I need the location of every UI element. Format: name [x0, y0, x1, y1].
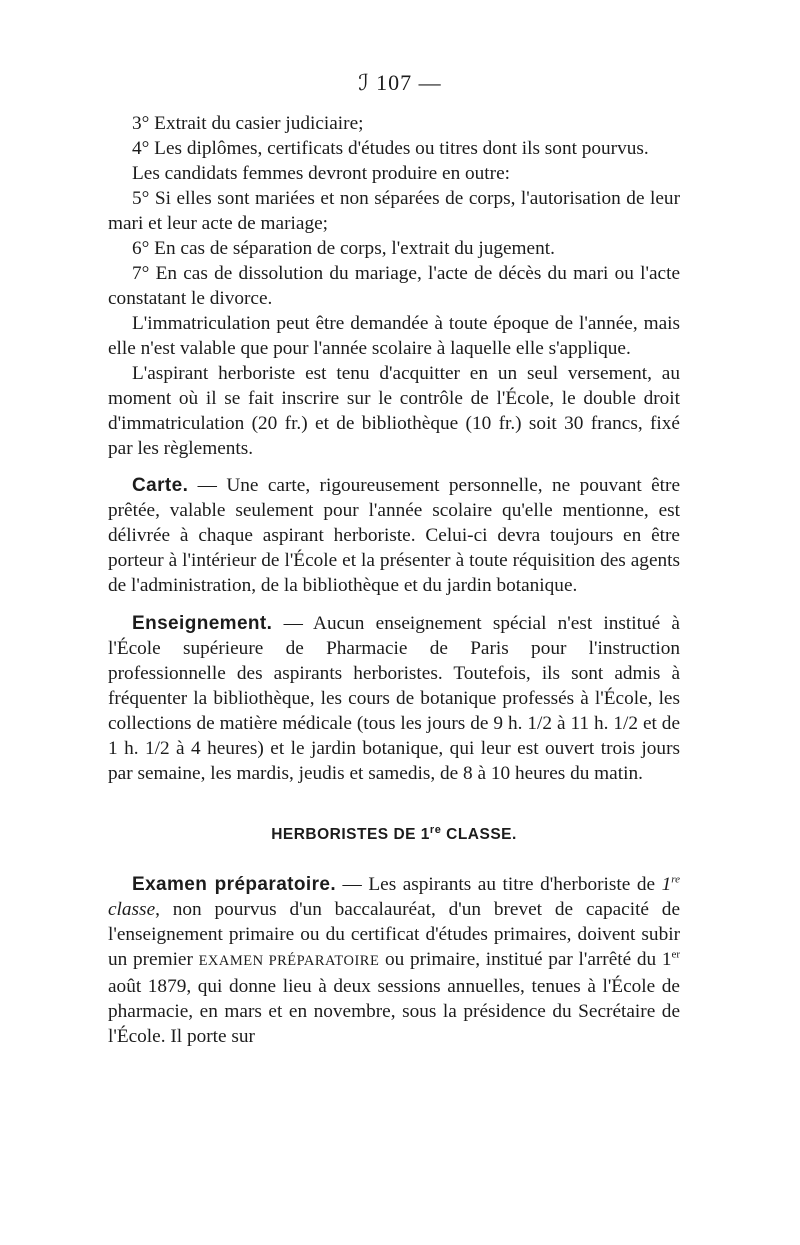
paragraph-immatriculation: L'immatriculation peut être demandée à toute époque de l'année, mais elle n'est valable que pour l'année scolaire à laquelle elle s'applique. [108, 313, 680, 359]
examen-body-3: ou primaire, institué par l'arrêté du 1 [379, 949, 672, 970]
examen-heading: Examen préparatoire. [132, 874, 337, 895]
paragraph-item-4: 4° Les diplômes, certificats d'études ou titres dont ils sont pourvus. [132, 138, 649, 159]
folio-dash: — [418, 70, 442, 95]
examen-class-word: classe [108, 899, 156, 920]
paragraph-item-6: 6° En cas de séparation de corps, l'extrait du jugement. [132, 238, 555, 259]
enseignement-heading: Enseignement. [132, 613, 273, 634]
body-text [108, 111, 680, 1049]
examen-class-number: 1 [661, 874, 672, 895]
paragraph-item-3: 3° Extrait du casier judiciaire; [132, 113, 364, 134]
paragraph-item-5: 5° Si elles sont mariées et non séparées de corps, l'autorisation de leur mari et leur acte de mariage; [108, 188, 680, 234]
examen-body-4: août 1879, qui donne lieu à deux sessions annuelles, tenues à l'École de pharmacie, en mars et en novembre, sous la présidence du Secrétaire de l'École. Il porte sur [108, 976, 680, 1047]
examen-body-1: — Les aspirants au titre d'herboriste de [336, 874, 662, 895]
section-heading-sup: re [429, 823, 442, 836]
paragraph-fees: L'aspirant herboriste est tenu d'acquitter en un seul versement, au moment où il se fait inscrire sur le contrôle de l'École, le double droit d'immatriculation (20 fr.) et de bibliothèque (10 fr.) soit 30 francs, fixé par les règlements. [108, 363, 680, 459]
paragraph-examen [108, 872, 680, 1049]
paragraph-enseignement [108, 611, 680, 786]
carte-body: — Une carte, rigoureusement personnelle, ne pouvant être prêtée, valable seulement pour l'année scolaire qu'elle mentionne, est délivrée à chaque aspirant herboriste. Celui-ci devra toujours en être porteur à l'intérieur de l'École et la présenter à toute réquisition des agents de l'administration, de la bibliothèque et du jardin botanique. [108, 475, 680, 596]
page-header [0, 70, 800, 96]
section-heading-pre: HERBORISTES DE 1 [271, 826, 430, 843]
paragraph-women-candidates: Les candidats femmes devront produire en outre: [132, 163, 510, 184]
examen-smallcaps: EXAMEN PRÉPARATOIRE [198, 953, 380, 969]
page-number: 107 [376, 70, 413, 95]
examen-class-sup: re [671, 873, 680, 886]
paragraph-item-7: 7° En cas de dissolution du mariage, l'acte de décès du mari ou l'acte constatant le divorce. [108, 263, 680, 309]
paragraph-carte [108, 473, 680, 598]
enseignement-body: — Aucun enseignement spécial n'est institué à l'École supérieure de Pharmacie de Paris pour l'instruction professionnelle des aspirants herboristes. Toutefois, ils sont admis à fréquenter la bibliothèque, les cours de botanique professés à l'École, les collections de matière médicale (tous les jours de 9 h. 1/2 à 11 h. 1/2 et de 1 h. 1/2 à 4 heures) et le jardin botanique, qui leur est ouvert trois jours par semaine, les mardis, jeudis et samedis, de 8 à 10 heures du matin. [108, 613, 680, 784]
examen-body-2: , non pourvus d'un baccalauréat, d'un brevet de capacité de l'enseignement primaire ou du certificat d'études primaires, doivent subir un premier [108, 899, 680, 970]
carte-heading: Carte. [132, 475, 189, 496]
section-heading [108, 822, 680, 847]
examen-date-sup: er [671, 948, 681, 961]
folio-mark: ℐ [358, 70, 370, 95]
section-heading-post: CLASSE. [441, 826, 517, 843]
